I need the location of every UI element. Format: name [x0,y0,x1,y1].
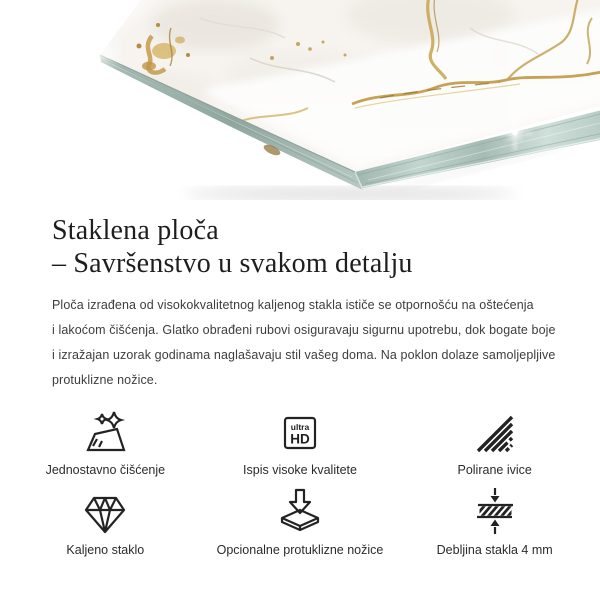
feature-antislip-feet [203,489,398,557]
feature-label: Jednostavno čišćenje [45,463,166,477]
glass-panel-graphic [0,0,600,200]
feature-tempered-glass [8,489,203,557]
page-title [52,214,600,280]
product-description [52,293,600,393]
features-grid [8,409,592,557]
feature-polished-edges [397,409,592,477]
svg-text:HD: HD [290,431,310,447]
feature-glass-thickness [397,489,592,557]
feature-label: Opcionalne protuklizne nožice [216,543,384,557]
feature-label: Polirane ivice [457,463,532,477]
sparkle-clean-icon [80,409,130,455]
glass-thickness-icon [472,489,518,535]
page-title-line1: Staklena ploča [52,215,219,246]
arrow-plate-icon [277,489,323,535]
diamond-icon [81,489,129,535]
feature-easy-cleaning [8,409,203,477]
feature-label: Ispis visoke kvalitete [243,463,357,477]
description-line: i izražajan uzorak godinama naglašavaju stil vašeg doma. Na poklon dolaze samoljepljive [52,348,556,362]
feature-print-quality [203,409,398,477]
product-hero-image [0,0,600,200]
description-line: protuklizne nožice. [52,373,158,387]
svg-text:ultra: ultra [290,422,310,432]
feature-label: Debljina stakla 4 mm [436,543,553,557]
polished-edge-icon [473,409,517,455]
ultra-hd-icon [278,409,322,455]
description-line: Ploča izrađena od visokokvalitetnog kaljenog stakla ističe se otpornošću na oštećenja [52,298,534,312]
description-line: i lakoćom čišćenja. Glatko obrađeni rubovi osiguravaju sigurnu upotrebu, dok bogate boje [52,323,556,337]
feature-label: Kaljeno staklo [66,543,145,557]
page-title-line2: – Savršenstvo u svakom detalju [52,248,413,279]
